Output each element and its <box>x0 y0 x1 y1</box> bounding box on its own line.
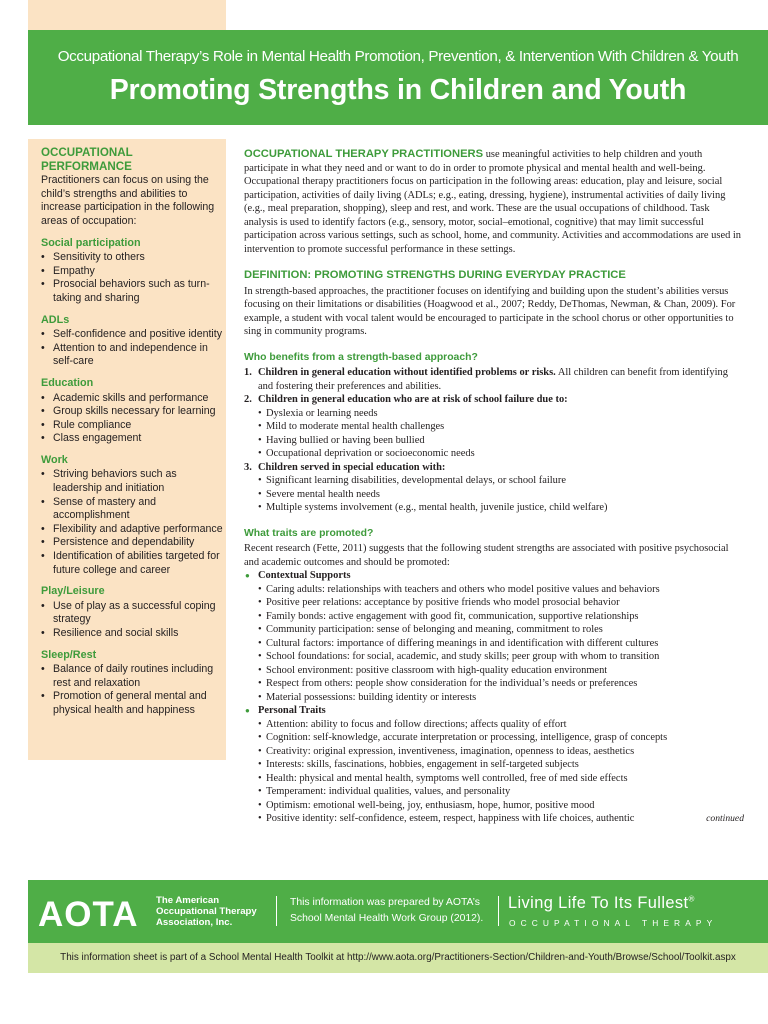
sidebar-heading: OCCUPATIONAL PERFORMANCE <box>41 146 133 173</box>
sidebar-list-item: • Use of play as a successful coping strategy <box>41 600 223 627</box>
aota-logo: AOTA <box>38 895 139 934</box>
trait-item: • Creativity: original expression, inventiveness, imagination, openness to ideas, aesthetics <box>244 745 744 759</box>
trait-item: • Respect from others: people show consideration for the individual’s needs or preferences <box>244 677 744 691</box>
sidebar-category-list <box>41 251 226 305</box>
trait-item: • School environment: positive classroom with high-quality education environment <box>244 664 744 678</box>
sidebar-list-item: • Striving behaviors such as leadership and initiation <box>41 468 223 495</box>
footer-divider <box>498 896 499 926</box>
benefit-number: 3. <box>244 461 252 473</box>
main-content <box>244 148 744 826</box>
sidebar-list-item: • Self-confidence and positive identity <box>41 328 223 342</box>
traits-heading: What traits are promoted? <box>244 527 374 539</box>
benefit-subitem: • Having bullied or having been bullied <box>244 434 744 448</box>
benefit-subitem: • Mild to moderate mental health challenges <box>244 420 744 434</box>
trait-item: • Material possessions: building identity or interests <box>244 691 744 705</box>
footer-banner <box>28 880 768 943</box>
trait-item: • Family bonds: active engagement with good fit, communication, supportive relationships <box>244 610 744 624</box>
benefit-subitem: • Multiple systems involvement (e.g., mental health, juvenile justice, child welfare) <box>244 501 744 515</box>
benefit-item <box>244 461 744 475</box>
trait-item: • Positive peer relations: acceptance by positive friends who model prosocial behavior <box>244 596 744 610</box>
sidebar-list-item: • Attention to and independence in self-care <box>41 342 223 369</box>
sidebar-category-list <box>41 600 226 641</box>
benefit-heading: Children served in special education with: <box>258 461 446 473</box>
top-tab <box>28 0 226 30</box>
benefit-item <box>244 366 744 393</box>
benefit-subitem: • Dyslexia or learning needs <box>244 407 744 421</box>
tagline-subtitle: OCCUPATIONAL THERAPY <box>509 918 718 928</box>
sidebar-category-heading: Play/Leisure <box>41 585 105 598</box>
continued-label: continued <box>706 813 744 824</box>
sidebar-list-item: • Sense of mastery and accomplishment <box>41 496 223 523</box>
trait-item: • School foundations: for social, academic, and study skills; peer group with whom to transition <box>244 650 744 664</box>
trait-group-heading: ● Personal Traits <box>244 704 744 718</box>
lead-paragraph <box>244 148 744 256</box>
sidebar-category-list <box>41 328 226 369</box>
benefits-list <box>244 366 744 515</box>
benefit-subitem: • Occupational deprivation or socioeconomic needs <box>244 447 744 461</box>
prep-line-1: This information was prepared by AOTA’s <box>290 897 480 908</box>
benefit-heading: Children in general education who are at risk of school failure due to: <box>258 394 568 405</box>
sidebar-list-item: • Persistence and dependability <box>41 536 223 550</box>
org-line-1: The American <box>156 895 220 906</box>
prep-line-2: School Mental Health Work Group (2012). <box>290 913 484 924</box>
registered-mark: ® <box>688 894 695 904</box>
sidebar-list-item: • Empathy <box>41 265 223 279</box>
sidebar-list-item: • Identification of abilities targeted for future college and career <box>41 550 223 577</box>
sidebar-list-item: • Sensitivity to others <box>41 251 223 265</box>
sidebar-category-list <box>41 392 226 446</box>
sidebar-categories <box>41 237 226 718</box>
sidebar-category-list <box>41 468 226 577</box>
sidebar-category-heading: Sleep/Rest <box>41 648 97 661</box>
header-banner <box>28 30 768 125</box>
org-line-3: Association, Inc. <box>156 917 233 928</box>
trait-item: • Cognition: self-knowledge, accurate interpretation or processing, intelligence, grasp of concepts <box>244 731 744 745</box>
benefit-number: 1. <box>244 367 252 378</box>
sidebar-list-item: • Rule compliance <box>41 419 223 433</box>
toolkit-link-bar <box>28 943 768 973</box>
traits-list <box>244 569 744 826</box>
org-line-2: Occupational Therapy <box>156 906 257 917</box>
trait-item: • Temperament: individual qualities, values, and personality <box>244 785 744 799</box>
sidebar-category-heading: ADLs <box>41 313 70 326</box>
benefit-item <box>244 393 744 407</box>
trait-item: • Attention: ability to focus and follow directions; affects quality of effort <box>244 718 744 732</box>
trait-item: • Health: physical and mental health, symptoms well controlled, free of med side effects <box>244 772 744 786</box>
sidebar-list-item: • Class engagement <box>41 432 223 446</box>
definition-heading: DEFINITION: PROMOTING STRENGTHS DURING EVERYDAY PRACTICE <box>244 269 626 281</box>
sidebar-category-heading: Education <box>41 376 94 389</box>
sidebar-intro: Practitioners can focus on using the child’s strengths and abilities to increase participation in the following areas of occupation: <box>41 174 215 227</box>
sidebar-category-heading: Social participation <box>41 236 141 249</box>
header-subtitle: Occupational Therapy’s Role in Mental Health Promotion, Prevention, & Intervention With Children & Youth <box>57 48 739 65</box>
sidebar-list-item: • Academic skills and performance <box>41 392 223 406</box>
sidebar-list-item: • Balance of daily routines including rest and relaxation <box>41 663 223 690</box>
tagline <box>508 894 695 913</box>
sidebar-list-item: • Resilience and social skills <box>41 627 223 641</box>
benefit-subitem: • Significant learning disabilities, developmental delays, or school failure <box>244 474 744 488</box>
benefit-number: 2. <box>244 394 252 405</box>
page-title: Promoting Strengths in Children and Youth <box>109 74 687 106</box>
org-name <box>156 895 286 928</box>
trait-item: • Interests: skills, fascinations, hobbies, engagement in self-targeted subjects <box>244 758 744 772</box>
lead-heading: OCCUPATIONAL THERAPY PRACTITIONERS <box>244 148 484 160</box>
sidebar-list-item: • Prosocial behaviors such as turn-taking and sharing <box>41 278 223 305</box>
lead-text: use meaningful activities to help children and youth participate in what they need and or want to do in order to promote physical and mental health and well-being. Occupational therapy practitioners focus on participation in the following areas: education, play and leisure, social participation, activities of daily living (ADLs; e.g., eating, dressing, hygiene), instrumental activities of daily living (e.g., meal preparation, shopping), sleep and rest, and work. These are the usual occupations of childhood. Task analysis is used to identify factors (e.g., sensory, motor, social–emotional, cognitive) that may limit successful participation across various settings, such as school, home, and community. Activities and accommodations are used in intervention to promote successful performance in these settings. <box>244 149 742 255</box>
traits-intro: Recent research (Fette, 2011) suggests that the following student strengths are associated with positive psychosocial and academic outcomes and should be promoted: <box>244 543 729 568</box>
sidebar-category-heading: Work <box>41 453 68 466</box>
definition-text: In strength-based approaches, the practitioner focuses on identifying and building upon the student’s abilities versus focusing on their limitations or disabilities (Hoagwood et al., 2007; Reddy, DeThomas, Newman, & Chan, 2009). For example, a student with vocal talent would be encouraged to participate in the school chorus or other opportunities to sing in community programs. <box>244 285 736 337</box>
footer-divider <box>276 896 277 926</box>
trait-group-heading: ● Contextual Supports <box>244 569 744 583</box>
tagline-text: Living Life To Its Fullest <box>508 894 689 912</box>
trait-item: • Caring adults: relationships with teachers and others who model positive values and behaviors <box>244 583 744 597</box>
sidebar-list-item: • Group skills necessary for learning <box>41 405 223 419</box>
prepared-by <box>290 895 510 927</box>
trait-item: • Optimism: emotional well-being, joy, enthusiasm, hope, humor, positive mood <box>244 799 744 813</box>
sidebar-occupational-performance <box>28 139 226 760</box>
toolkit-link[interactable]: This information sheet is part of a School Mental Health Toolkit at http://www.aota.org/Practitioners-Section/Children-and-Youth/Browse/School/Toolkit.aspx <box>60 952 736 963</box>
benefit-heading: Children in general education without identified problems or risks. <box>258 367 556 378</box>
trait-item: • Community participation: sense of belonging and meaning, commitment to roles <box>244 623 744 637</box>
trait-item: • Positive identity: self-confidence, esteem, respect, happiness with life choices, authentic <box>244 812 744 826</box>
sidebar-category-list <box>41 663 226 717</box>
sidebar-list-item: • Promotion of general mental and physical health and happiness <box>41 690 223 717</box>
sidebar-list-item: • Flexibility and adaptive performance <box>41 523 223 537</box>
benefit-text: All children can benefit from identifying and fostering their preferences and abilities. <box>258 367 728 392</box>
benefits-heading: Who benefits from a strength-based approach? <box>244 351 478 363</box>
benefit-subitem: • Severe mental health needs <box>244 488 744 502</box>
trait-item: • Cultural factors: importance of differing meanings in and identification with different cultures <box>244 637 744 651</box>
